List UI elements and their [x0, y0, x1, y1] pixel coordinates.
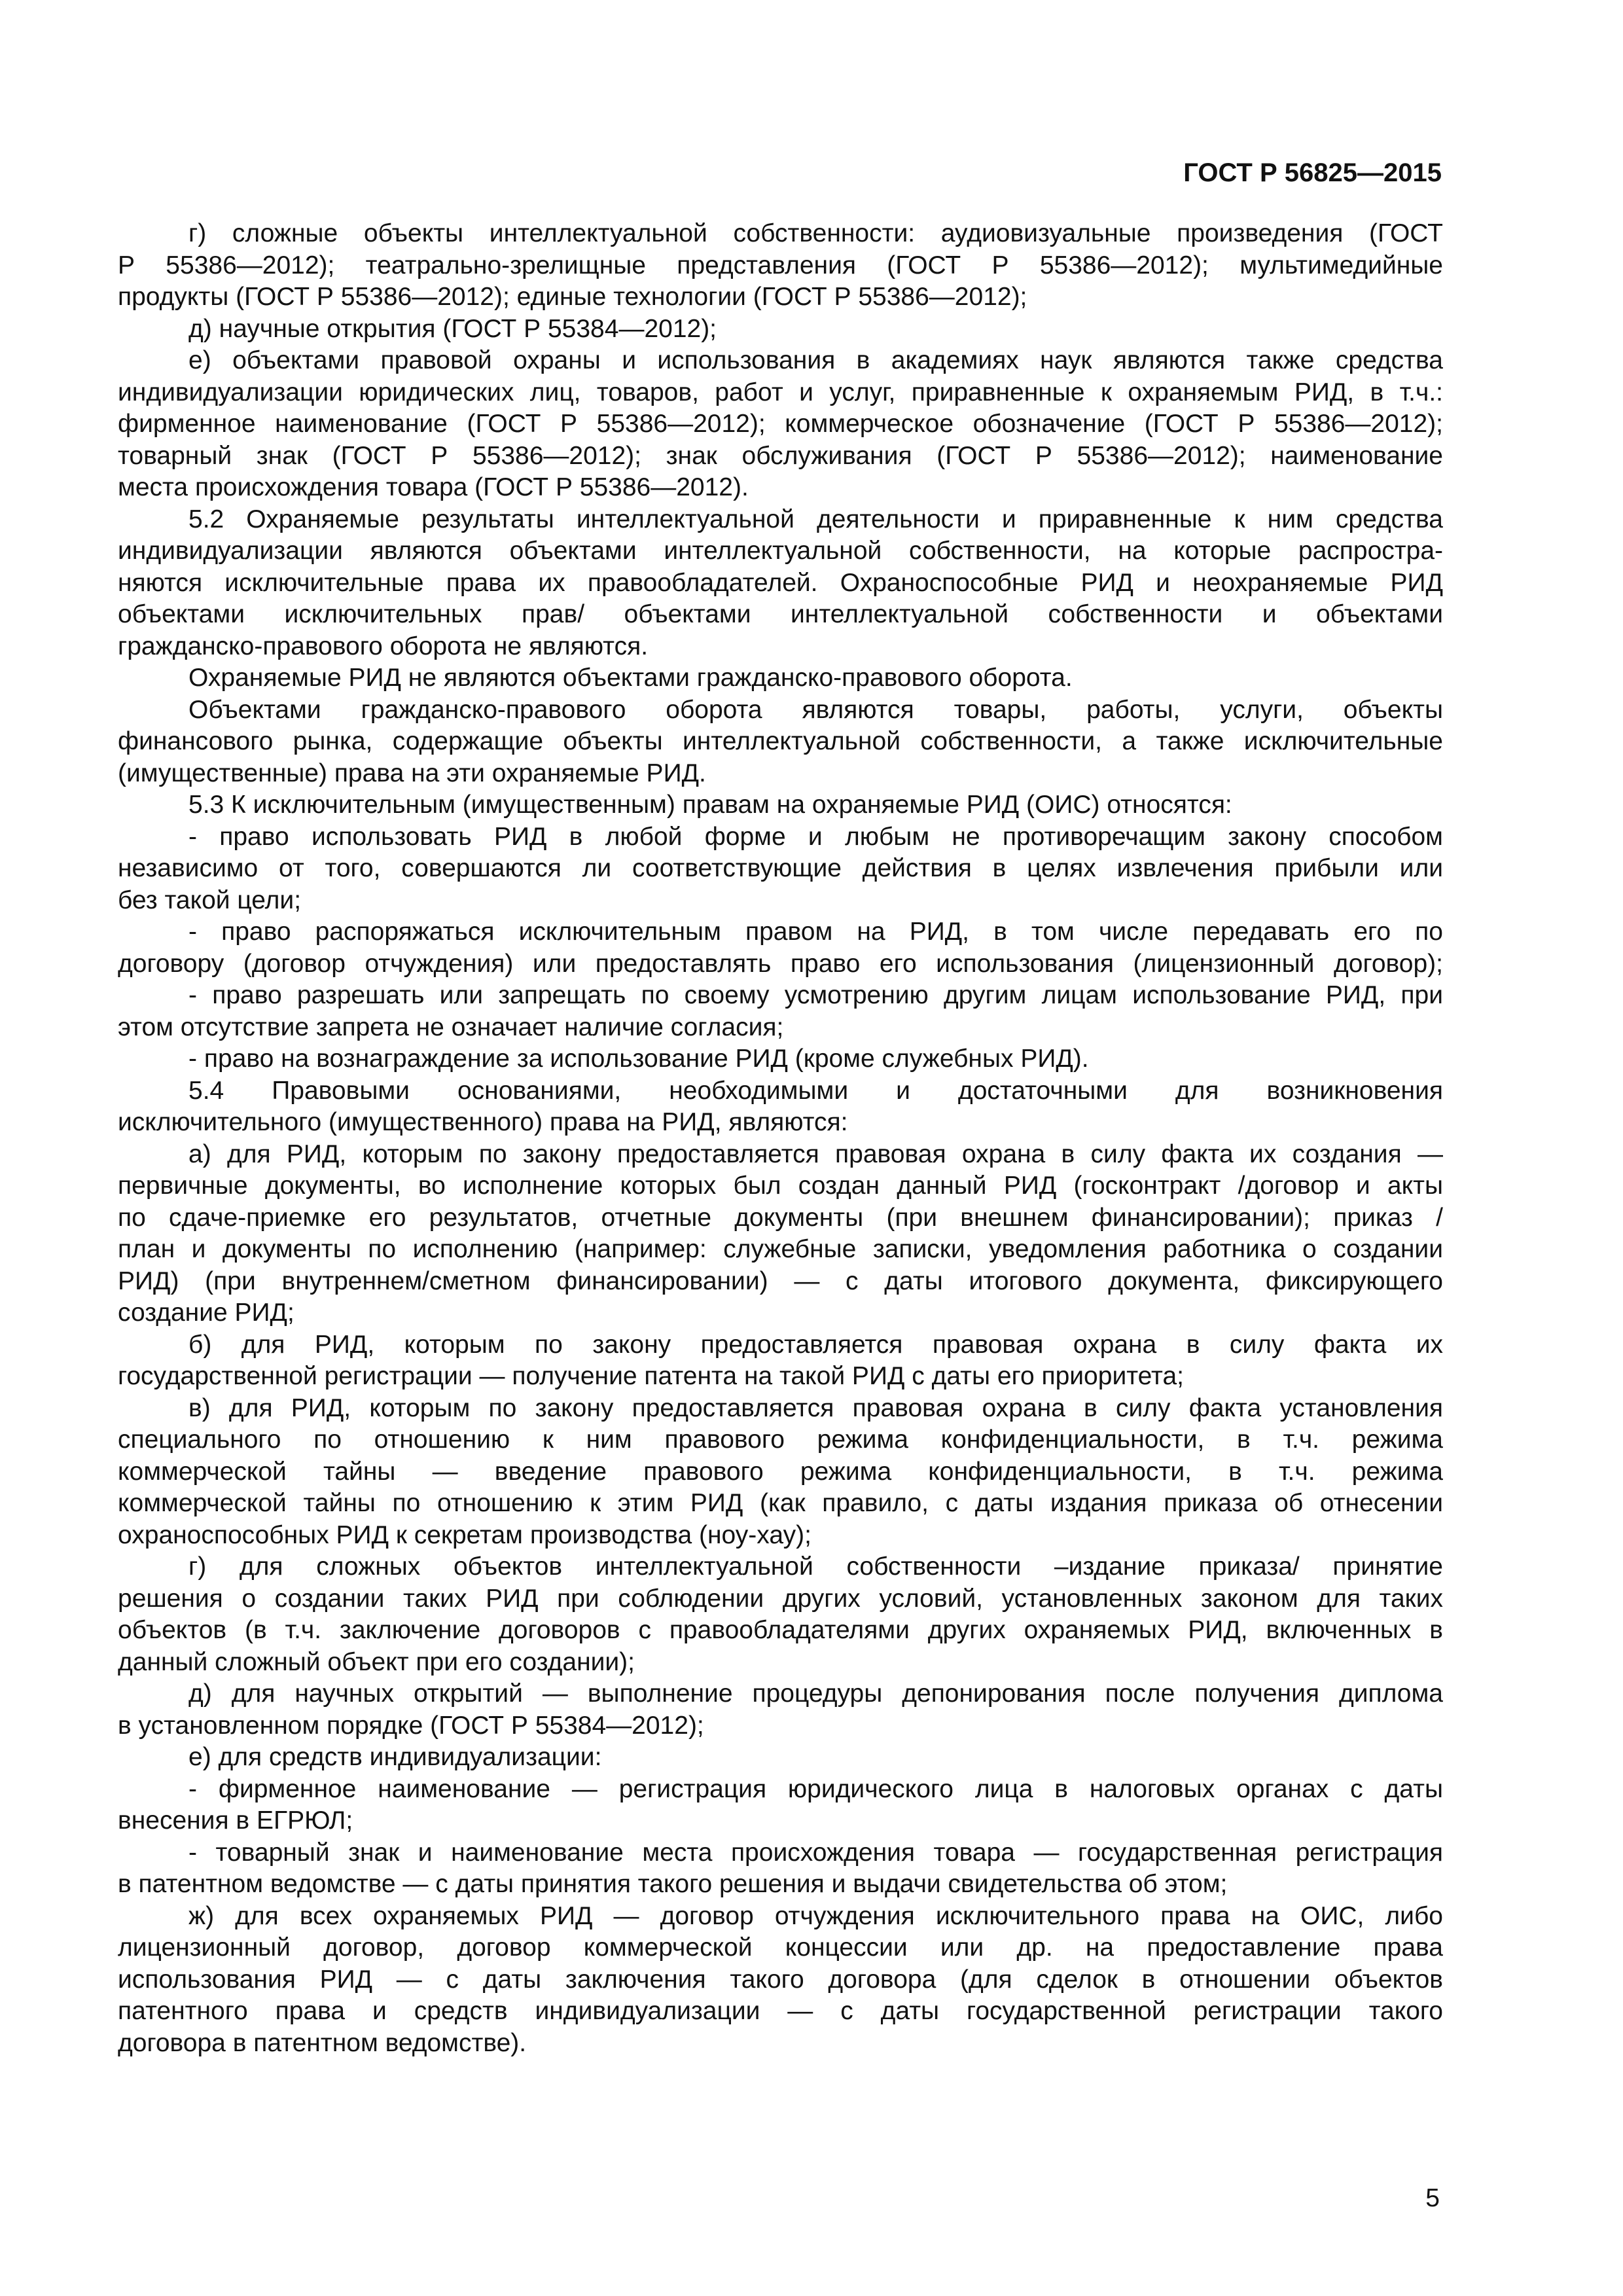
text-line: в установленном порядке (ГОСТ Р 55384—2012);	[118, 1711, 704, 1740]
text-line: финансового рынка, содержащие объекты интеллектуальной собственности, а также исключительные	[118, 727, 1443, 755]
text-line: индивидуализации юридических лиц, товаров, работ и услуг, приравненные к охраняемым РИД, в т.ч.:	[118, 378, 1443, 406]
text-line: использования РИД — с даты заключения такого договора (для сделок в отношении объектов	[118, 1965, 1443, 1994]
standard-header: ГОСТ Р 56825—2015	[1183, 158, 1442, 187]
text-line: исключительного (имущественного) права на РИД, являются:	[118, 1108, 848, 1136]
text-line: б) для РИД, которым по закону предоставляется правовая охрана в силу факта их	[188, 1330, 1443, 1359]
text-line: продукты (ГОСТ Р 55386—2012); единые технологии (ГОСТ Р 55386—2012);	[118, 283, 1027, 311]
text-line: фирменное наименование (ГОСТ Р 55386—2012); коммерческое обозначение (ГОСТ Р 55386—2012);	[118, 410, 1443, 438]
text-line: Объектами гражданско-правового оборота являются товары, работы, услуги, объекты	[188, 695, 1443, 724]
text-line: коммерческой тайны — введение правового режима конфиденциальности, в т.ч. режима	[118, 1457, 1443, 1486]
text-line: без такой цели;	[118, 886, 302, 914]
text-line: 5.4 Правовыми основаниями, необходимыми и достаточными для возникновения	[188, 1076, 1443, 1105]
text-line: по сдаче-приемке его результатов, отчетные документы (при внешнем финансировании); приказ /	[118, 1203, 1443, 1232]
text-line: - право распоряжаться исключительным правом на РИД, в том числе передавать его по	[188, 918, 1443, 946]
text-line: Р 55386—2012); театрально-зрелищные представления (ГОСТ Р 55386—2012); мультимедийные	[118, 251, 1443, 279]
text-line: д) для научных открытий — выполнение процедуры депонирования после получения диплома	[188, 1679, 1443, 1708]
text-line: патентного права и средств индивидуализации — с даты государственной регистрации такого	[118, 1997, 1443, 2025]
text-line: охраноспособных РИД к секретам производства (ноу-хау);	[118, 1520, 812, 1549]
text-line: г) сложные объекты интеллектуальной собственности: аудиовизуальные произведения (ГОСТ	[188, 219, 1443, 247]
page-number: 5	[1425, 2184, 1440, 2212]
text-line: лицензионный договор, договор коммерческой концессии или др. на предоставление права	[118, 1933, 1443, 1962]
text-line: объектами исключительных прав/ объектами интеллектуальной собственности и объектами	[118, 600, 1443, 628]
document-body	[118, 218, 1443, 2059]
text-line: е) объектами правовой охраны и использования в академиях наук являются также средства	[188, 346, 1443, 374]
text-line: д) научные открытия (ГОСТ Р 55384—2012);	[188, 314, 717, 343]
text-line: данный сложный объект при его создании);	[118, 1647, 635, 1676]
text-line: коммерческой тайны по отношению к этим РИД (как правило, с даты издания приказа об отнесении	[118, 1489, 1443, 1517]
text-line: няются исключительные права их правообладателей. Охраноспособные РИД и неохраняемые РИД	[118, 568, 1443, 597]
text-line: г) для сложных объектов интеллектуальной собственности –издание приказа/ принятие	[188, 1552, 1443, 1581]
text-line: независимо от того, совершаются ли соответствующие действия в целях извлечения прибыли или	[118, 854, 1443, 882]
text-line: гражданско-правового оборота не являются.	[118, 632, 649, 660]
text-line: договора в патентном ведомстве).	[118, 2028, 527, 2057]
text-line: ж) для всех охраняемых РИД — договор отчуждения исключительного права на ОИС, либо	[188, 1901, 1443, 1930]
text-line: - товарный знак и наименование места происхождения товара — государственная регистрация	[188, 1838, 1443, 1867]
text-line: места происхождения товара (ГОСТ Р 55386—2012).	[118, 473, 749, 501]
text-line: внесения в ЕГРЮЛ;	[118, 1806, 353, 1835]
text-line: создание РИД;	[118, 1299, 294, 1327]
text-line: Охраняемые РИД не являются объектами гражданско-правового оборота.	[188, 664, 1073, 692]
text-line: е) для средств индивидуализации:	[188, 1743, 602, 1771]
text-line: государственной регистрации — получение патента на такой РИД с даты его приоритета;	[118, 1362, 1184, 1390]
text-line: решения о создании таких РИД при соблюдении других условий, установленных законом для таких	[118, 1584, 1443, 1613]
text-line: а) для РИД, которым по закону предоставляется правовая охрана в силу факта их создания —	[188, 1139, 1443, 1168]
text-line: (имущественные) права на эти охраняемые РИД.	[118, 759, 706, 787]
text-line: индивидуализации являются объектами интеллектуальной собственности, на которые распростра-	[118, 537, 1443, 565]
text-line: - право на вознаграждение за использование РИД (кроме служебных РИД).	[188, 1045, 1089, 1073]
text-line: план и документы по исполнению (например: служебные записки, уведомления работника о создании	[118, 1235, 1443, 1263]
text-line: - право разрешать или запрещать по своему усмотрению другим лицам использование РИД, при	[188, 981, 1443, 1009]
text-line: договору (договор отчуждения) или предоставлять право его использования (лицензионный договор);	[118, 949, 1443, 978]
text-line: 5.2 Охраняемые результаты интеллектуальной деятельности и приравненные к ним средства	[188, 505, 1443, 533]
text-line: 5.3 К исключительным (имущественным) правам на охраняемые РИД (ОИС) относятся:	[188, 791, 1232, 819]
text-line: в) для РИД, которым по закону предоставляется правовая охрана в силу факта установления	[188, 1393, 1443, 1422]
text-line: объектов (в т.ч. заключение договоров с правообладателями других охраняемых РИД, включенных в	[118, 1616, 1443, 1644]
text-line: в патентном ведомстве — с даты принятия такого решения и выдачи свидетельства об этом;	[118, 1870, 1228, 1898]
text-line: РИД) (при внутреннем/сметном финансировании) — с даты итогового документа, фиксирующего	[118, 1266, 1443, 1295]
text-line: первичные документы, во исполнение которых был создан данный РИД (госконтракт /договор и акты	[118, 1172, 1443, 1200]
text-line: - фирменное наименование — регистрация юридического лица в налоговых органах с даты	[188, 1774, 1443, 1803]
text-line: - право использовать РИД в любой форме и любым не противоречащим закону способом	[188, 822, 1443, 851]
text-line: этом отсутствие запрета не означает наличие согласия;	[118, 1013, 784, 1041]
text-line: специального по отношению к ним правового режима конфиденциальности, в т.ч. режима	[118, 1426, 1443, 1454]
text-line: товарный знак (ГОСТ Р 55386—2012); знак обслуживания (ГОСТ Р 55386—2012); наименование	[118, 441, 1443, 470]
